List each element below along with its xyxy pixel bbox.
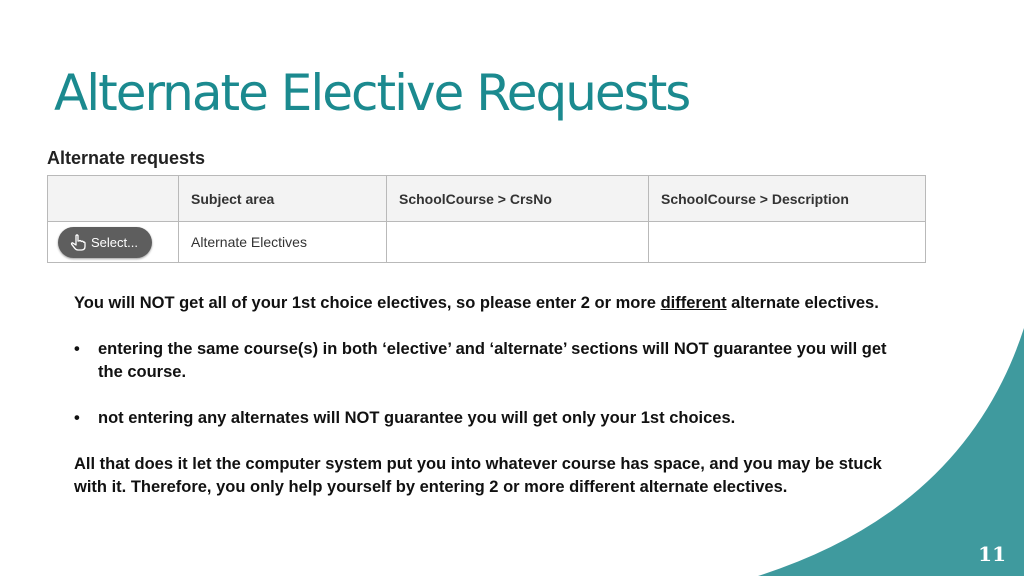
page-number: 11 xyxy=(978,542,1006,566)
slide-title: Alternate Elective Requests xyxy=(54,64,690,122)
alternate-requests-table xyxy=(47,175,926,263)
column-header-description: SchoolCourse > Description xyxy=(649,176,926,222)
instructions xyxy=(74,292,914,499)
intro-text-1: You will NOT get all of your 1st choice electives, so please enter 2 or more xyxy=(74,294,661,312)
crsno-cell[interactable] xyxy=(387,222,649,263)
intro-paragraph xyxy=(74,292,914,315)
bullet-text: not entering any alternates will NOT guarantee you will get only your 1st choices. xyxy=(98,409,736,427)
select-button-label: Select... xyxy=(91,234,138,250)
bullet-text: entering the same course(s) in both ‘elective’ and ‘alternate’ sections will NOT guarantee you will get the course. xyxy=(98,340,887,381)
bullet-symbol: • xyxy=(74,340,80,358)
table-row xyxy=(48,222,926,263)
column-header-crsno: SchoolCourse > CrsNo xyxy=(387,176,649,222)
subject-area-cell: Alternate Electives xyxy=(179,222,387,263)
bullet-item-same-course xyxy=(74,338,914,384)
alternate-requests-heading: Alternate requests xyxy=(47,148,206,168)
intro-text-2: alternate electives. xyxy=(726,294,879,312)
column-header-select xyxy=(48,176,179,222)
pointer-hand-icon xyxy=(70,234,86,251)
closing-paragraph: All that does it let the computer system put you into whatever course has space, and you may be stuck with it. Therefore, you only help yourself by entering 2 or more different alternate electives. xyxy=(74,455,882,496)
bullet-symbol: • xyxy=(74,409,80,427)
column-header-subject-area: Subject area xyxy=(179,176,387,222)
select-button[interactable] xyxy=(58,227,152,258)
bullet-item-no-alternates xyxy=(74,407,914,430)
table-header-row xyxy=(48,176,926,222)
intro-underlined-word: different xyxy=(660,294,727,312)
select-cell xyxy=(48,222,179,263)
description-cell[interactable] xyxy=(649,222,926,263)
